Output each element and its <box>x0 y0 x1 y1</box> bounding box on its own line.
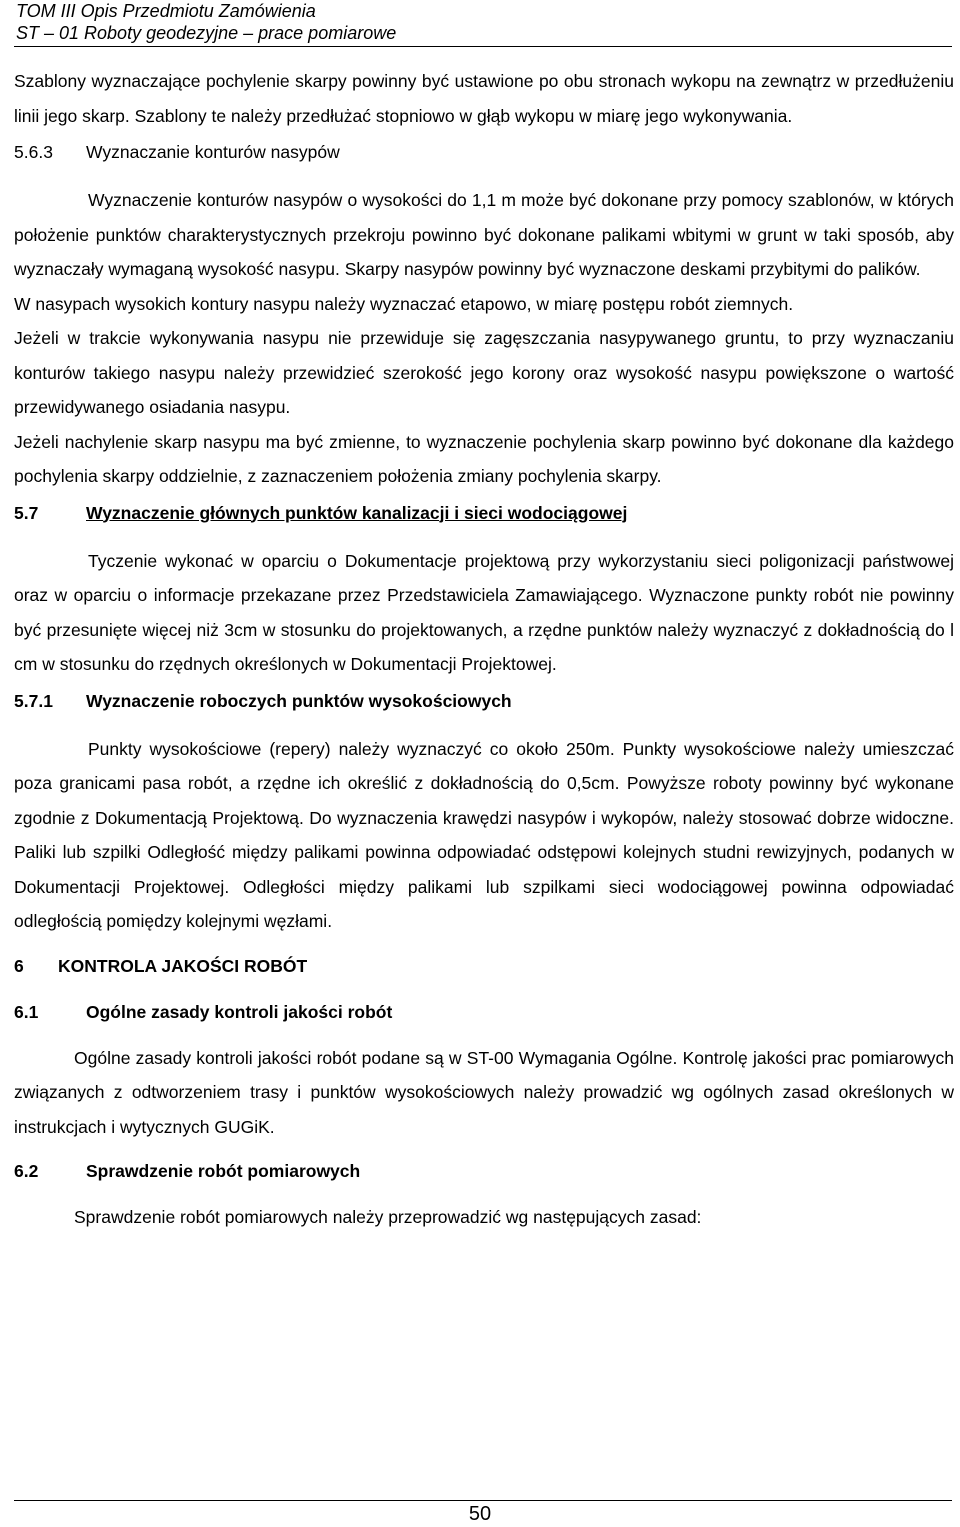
section-title: Wyznaczenie głównych punktów kanalizacji i sieci wodociągowej <box>86 502 628 523</box>
header-divider <box>14 46 952 47</box>
section-number: 5.7 <box>14 502 39 523</box>
section-5-6-3-heading <box>14 135 954 169</box>
section-title: Wyznaczenie roboczych punktów wysokościowych <box>86 690 512 711</box>
section-6-1-heading <box>14 995 954 1029</box>
section-title: Sprawdzenie robót pomiarowych <box>86 1161 361 1181</box>
paragraph-contours: Wyznaczenie konturów nasypów o wysokości do 1,1 m może być dokonane przy pomocy szablonów, w których położenie punktów charakterystycznych przekroju powinno być dokonane palikami wbitymi w grunt w taki sposób, aby wyznaczały wymaganą wysokość nasypu. Skarpy nasypów powinny być wyznaczone deskami przybitymi do palików. <box>14 190 954 279</box>
paragraph-compaction: Jeżeli w trakcie wykonywania nasypu nie przewiduje się zagęszczania nasypywanego gruntu, to przy wyznaczaniu konturów takiego nasypu należy przewidzieć szerokość jego korony oraz wysokość nasypu powiększone o wartość przewidywanego osiadania nasypu. <box>14 328 954 417</box>
section-6-2-heading <box>14 1154 954 1188</box>
paragraph-check: Sprawdzenie robót pomiarowych należy przeprowadzić wg następujących zasad: <box>74 1207 702 1227</box>
section-title: Wyznaczanie konturów nasypów <box>86 142 340 162</box>
document-header <box>16 0 396 44</box>
section-number: 6 <box>14 955 24 976</box>
document-body <box>14 64 954 1235</box>
section-6-heading <box>14 949 954 983</box>
section-title: KONTROLA JAKOŚCI ROBÓT <box>58 955 308 976</box>
section-number: 5.6.3 <box>14 142 53 162</box>
paragraph-general-rules: Ogólne zasady kontroli jakości robót podane są w ST-00 Wymagania Ogólne. Kontrolę jakości prac pomiarowych związanych z odtworzeniem trasy i punktów wysokościowych należy prowadzić wg ogólnych zasad określonych w instrukcjach i wytycznych GUGiK. <box>14 1047 954 1137</box>
paragraph-slopes: Jeżeli nachylenie skarp nasypu ma być zmienne, to wyznaczenie pochylenia skarp powinno być dokonane dla każdego pochylenia skarpy oddzielnie, z zaznaczeniem położenia zmiany pochylenia skarpy. <box>14 431 954 486</box>
header-spec-title: ST – 01 Roboty geodezyjne – prace pomiarowe <box>16 23 397 43</box>
section-number: 6.2 <box>14 1161 39 1181</box>
section-5-7-1-heading <box>14 684 954 718</box>
paragraph-benchmarks: Punkty wysokościowe (repery) należy wyznaczyć co około 250m. Punkty wysokościowe należy umieszczać poza granicami pasa robót, a rzędne ich określić z dokładnością do 0,5cm. Powyższe roboty powinny być wykonane zgodnie z Dokumentacją Projektową. Do wyznaczenia krawędzi nasypów i wykopów, należy stosować dobrze widoczne. Paliki lub szpilki Odległość między palikami powinna odpowiadać odstępowi kolejnych studni rewizyjnych, podanych w Dokumentacji Projektowej. Odległości między palikami lub szpilkami sieci wodociągowej powinna odpowiadać odległością pomiędzy kolejnymi węzłami. <box>14 738 954 931</box>
section-number: 5.7.1 <box>14 690 53 711</box>
page-number: 50 <box>468 1503 492 1525</box>
paragraph-high-embankments: W nasypach wysokich kontury nasypu należy wyznaczać etapowo, w miarę postępu robót ziemnych. <box>14 293 794 314</box>
section-number: 6.1 <box>14 1001 39 1022</box>
section-5-7-heading <box>14 496 954 530</box>
paragraph-templates: Szablony wyznaczające pochylenie skarpy powinny być ustawione po obu stronach wykopu na zewnątrz w przedłużeniu linii jego skarp. Szablony te należy przedłużać stopniowo w głąb wykopu w miarę jego wykonywania. <box>14 71 954 126</box>
header-volume-title: TOM III Opis Przedmiotu Zamówienia <box>16 1 316 21</box>
section-title: Ogólne zasady kontroli jakości robót <box>86 1001 393 1022</box>
footer-divider <box>14 1500 952 1501</box>
paragraph-staking: Tyczenie wykonać w oparciu o Dokumentacje projektową przy wykorzystaniu sieci poligonizacji państwowej oraz w oparciu o informacje przekazane przez Przedstawiciela Zamawiającego. Wyznaczone punkty robót nie powinny być przesunięte więcej niż 3cm w stosunku do projektowanych, a rzędne punktów należy wyznaczyć z dokładnością do l cm w stosunku do rzędnych określonych w Dokumentacji Projektowej. <box>14 550 954 674</box>
